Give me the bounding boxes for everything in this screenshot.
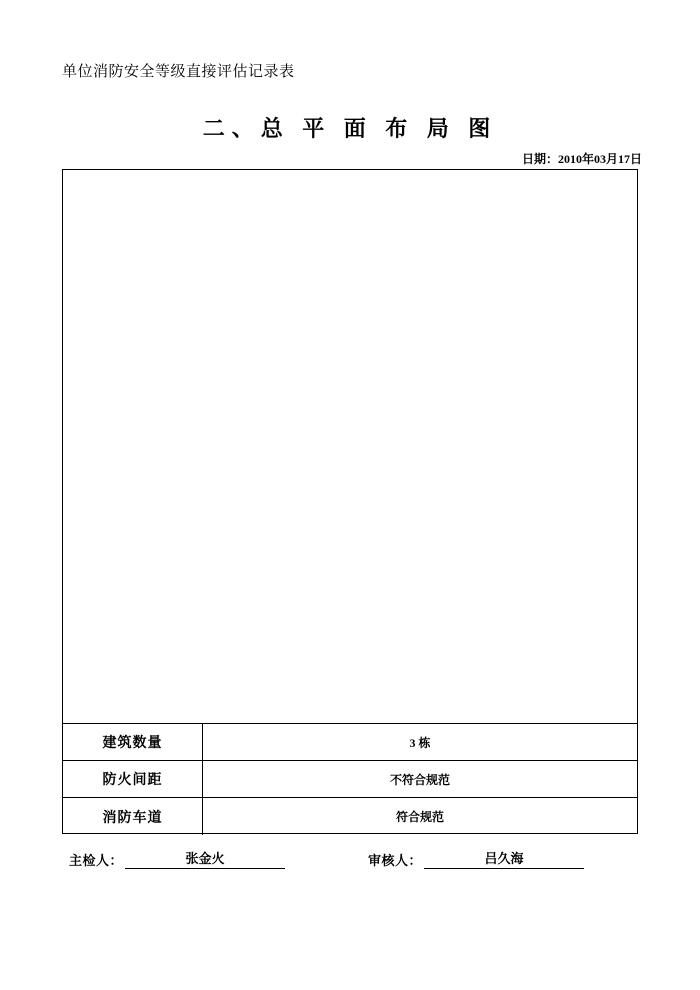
date-day: 17 — [617, 152, 630, 166]
form-header-title: 单位消防安全等级直接评估记录表 — [62, 64, 295, 80]
date-label: 日期： — [521, 152, 558, 166]
inspector-name-field[interactable]: 张金火 — [125, 848, 285, 869]
date-line — [522, 150, 642, 167]
table-row — [63, 761, 637, 798]
table-row — [63, 798, 637, 835]
reviewer-name-field[interactable]: 吕久海 — [424, 848, 584, 869]
page-title: 二、总 平 面 布 局 图 — [202, 116, 498, 141]
inspector-signature — [69, 848, 285, 869]
reviewer-label: 审核人： — [368, 853, 423, 868]
inspector-label: 主检人： — [69, 853, 124, 868]
row-value-fire-separation[interactable]: 不符合规范 — [389, 772, 450, 787]
reviewer-signature — [368, 848, 584, 869]
row-label-building-count: 建筑数量 — [63, 724, 203, 760]
date-year-unit: 年 — [581, 152, 594, 166]
row-label-fire-lane: 消防车道 — [63, 798, 203, 835]
row-label-fire-separation: 防火间距 — [63, 761, 203, 797]
row-value-fire-lane[interactable]: 符合规范 — [395, 810, 444, 824]
table-row — [63, 724, 637, 761]
date-month: 03 — [593, 152, 606, 166]
date-year: 2010 — [557, 152, 582, 166]
date-day-unit: 日 — [629, 152, 642, 166]
site-plan-drawing-area[interactable] — [63, 170, 637, 724]
site-plan-table — [62, 169, 638, 834]
signature-row — [62, 848, 638, 872]
row-value-building-count[interactable]: 3 栋 — [409, 735, 431, 750]
date-month-unit: 月 — [605, 152, 618, 166]
